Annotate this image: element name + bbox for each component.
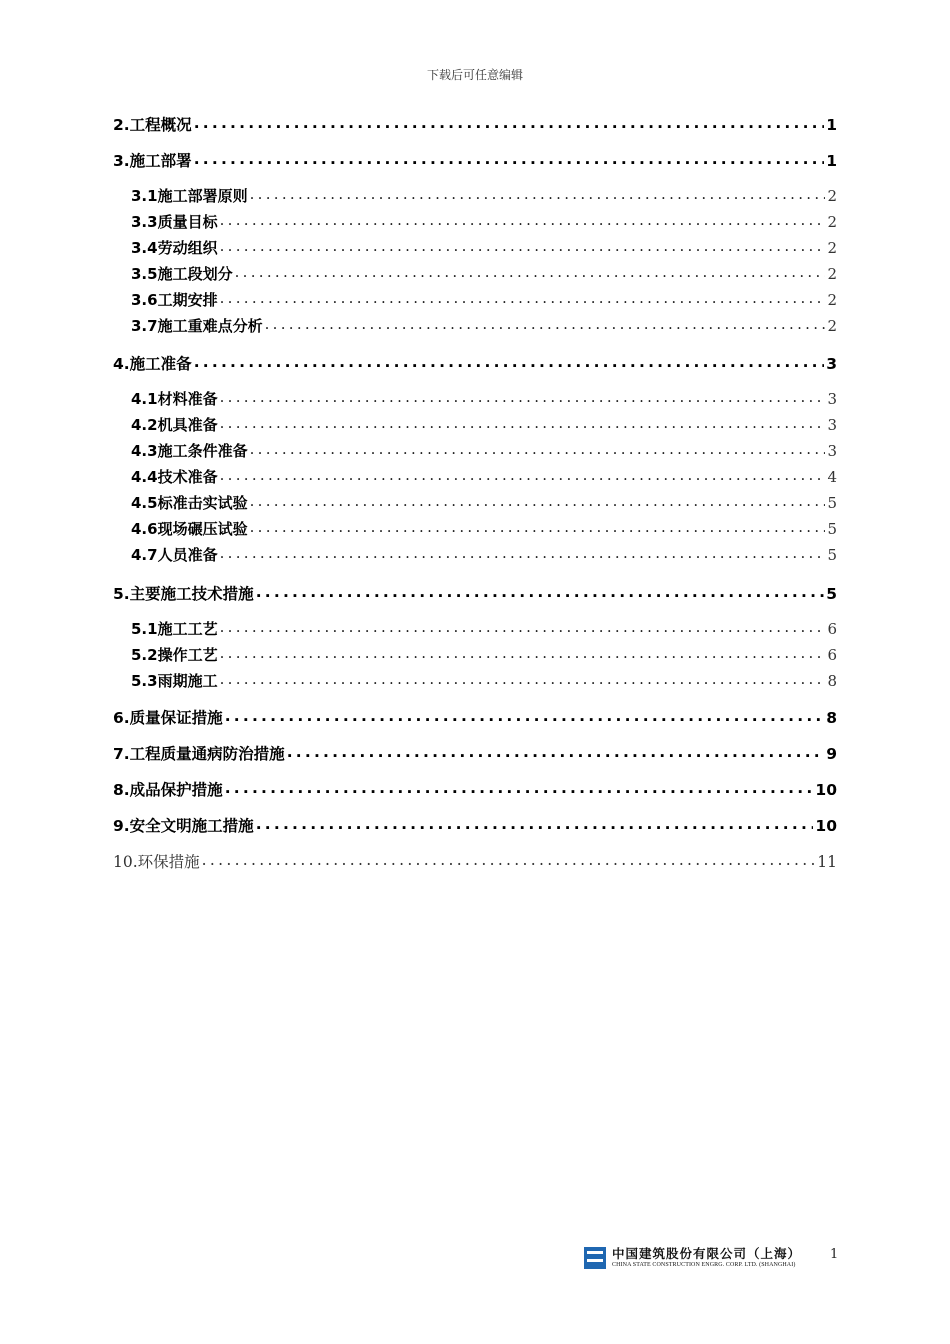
toc-entry[interactable] <box>113 440 837 461</box>
toc-page-number: 10 <box>815 781 837 799</box>
toc-page-number: 6 <box>827 646 837 664</box>
toc-page-number: 1 <box>826 152 837 170</box>
toc-entry[interactable] <box>113 263 837 284</box>
toc-entry-label: 3.6工期安排 <box>131 291 218 309</box>
toc-entry-label: 7.工程质量通病防治措施 <box>113 745 285 763</box>
toc-entry[interactable] <box>113 814 837 836</box>
toc-entry[interactable] <box>113 492 837 513</box>
toc-entry[interactable] <box>113 850 837 872</box>
toc-entry[interactable] <box>113 149 837 171</box>
company-name-en: CHINA STATE CONSTRUCTION ENGRG. CORP. LTD. (SHANGHAI) <box>612 1262 796 1268</box>
toc-page-number: 5 <box>827 546 837 564</box>
toc-page-number: 6 <box>827 620 837 638</box>
toc-entry[interactable] <box>113 544 837 565</box>
toc-entry[interactable] <box>113 315 837 336</box>
page-header: 下载后可任意编辑 <box>426 68 523 82</box>
toc-entry-label: 3.施工部署 <box>113 152 192 170</box>
toc-entry[interactable] <box>113 644 837 665</box>
toc-entry[interactable] <box>113 414 837 435</box>
toc-page-number: 8 <box>827 672 837 690</box>
toc-leader-dots <box>194 115 825 131</box>
cscec-logo-icon <box>584 1247 606 1269</box>
toc-entry-label: 5.1施工工艺 <box>131 620 218 638</box>
toc-entry-label: 3.4劳动组织 <box>131 239 218 257</box>
toc-page-number: 2 <box>827 213 837 231</box>
company-name-block <box>612 1247 801 1269</box>
toc-page-number: 1 <box>826 116 837 134</box>
toc-entry[interactable] <box>113 706 837 728</box>
toc-leader-dots <box>256 584 825 600</box>
company-logo <box>584 1247 801 1269</box>
toc-entry[interactable] <box>113 289 837 310</box>
toc-entry[interactable] <box>113 237 837 258</box>
toc-entry-label: 5.2操作工艺 <box>131 646 218 664</box>
toc-leader-dots <box>225 780 814 796</box>
toc-entry[interactable] <box>113 518 837 539</box>
toc-leader-dots <box>194 354 825 370</box>
toc-entry-label: 5.主要施工技术措施 <box>113 585 254 603</box>
toc-entry-label: 4.4技术准备 <box>131 468 218 486</box>
toc-entry[interactable] <box>113 670 837 691</box>
toc-entry[interactable] <box>113 618 837 639</box>
toc-page-number: 5 <box>827 494 837 512</box>
toc-entry[interactable] <box>113 388 837 409</box>
toc-entry[interactable] <box>113 352 837 374</box>
toc-leader-dots <box>250 493 826 508</box>
toc-leader-dots <box>250 186 826 201</box>
toc-leader-dots <box>220 212 826 227</box>
toc-page-number: 2 <box>827 187 837 205</box>
toc-entry-label: 4.施工准备 <box>113 355 192 373</box>
toc-leader-dots <box>202 852 816 868</box>
toc-leader-dots <box>220 238 826 253</box>
toc-entry-label: 4.2机具准备 <box>131 416 218 434</box>
toc-page-number: 2 <box>827 317 837 335</box>
toc-page-number: 2 <box>827 239 837 257</box>
toc-leader-dots <box>220 545 826 560</box>
toc-leader-dots <box>194 151 825 167</box>
toc-page-number: 3 <box>827 416 837 434</box>
toc-entry-label: 8.成品保护措施 <box>113 781 223 799</box>
toc-entry[interactable] <box>113 185 837 206</box>
toc-page-number: 4 <box>827 468 837 486</box>
toc-page-number: 5 <box>826 585 837 603</box>
toc-page-number: 8 <box>826 709 837 727</box>
toc-page-number: 9 <box>826 745 837 763</box>
toc-page-number: 2 <box>827 265 837 283</box>
toc-entry-label: 6.质量保证措施 <box>113 709 223 727</box>
toc-entry-label: 3.7施工重难点分析 <box>131 317 263 335</box>
toc-entry[interactable] <box>113 778 837 800</box>
toc-entry-label: 10.环保措施 <box>113 853 200 871</box>
toc-leader-dots <box>220 467 826 482</box>
toc-page-number: 3 <box>827 390 837 408</box>
toc-entry-label: 3.1施工部署原则 <box>131 187 248 205</box>
toc-entry-label: 5.3雨期施工 <box>131 672 218 690</box>
toc-entry[interactable] <box>113 466 837 487</box>
toc-leader-dots <box>220 619 826 634</box>
toc-entry[interactable] <box>113 113 837 135</box>
toc-entry[interactable] <box>113 742 837 764</box>
toc-entry-label: 4.5标准击实试验 <box>131 494 248 512</box>
toc-leader-dots <box>220 645 826 660</box>
toc-page-number: 3 <box>827 442 837 460</box>
toc-entry-label: 9.安全文明施工措施 <box>113 817 254 835</box>
toc-leader-dots <box>265 316 826 331</box>
toc-entry-label: 3.3质量目标 <box>131 213 218 231</box>
toc-page-number: 2 <box>827 291 837 309</box>
toc-leader-dots <box>220 389 826 404</box>
toc-entry-label: 4.7人员准备 <box>131 546 218 564</box>
toc-leader-dots <box>220 290 826 305</box>
toc-leader-dots <box>235 264 826 279</box>
toc-leader-dots <box>220 415 826 430</box>
toc-entry-label: 3.5施工段划分 <box>131 265 233 283</box>
toc-leader-dots <box>256 816 814 832</box>
toc-leader-dots <box>220 671 826 686</box>
toc-entry[interactable] <box>113 211 837 232</box>
company-name-cn: 中国建筑股份有限公司（上海） <box>612 1246 802 1261</box>
toc-page-number: 3 <box>826 355 837 373</box>
toc-leader-dots <box>250 519 826 534</box>
toc-leader-dots <box>225 708 825 724</box>
toc-entry-label: 2.工程概况 <box>113 116 192 134</box>
toc-page-number: 5 <box>827 520 837 538</box>
toc-leader-dots <box>250 441 826 456</box>
toc-entry-label: 4.1材料准备 <box>131 390 218 408</box>
toc-entry-label: 4.3施工条件准备 <box>131 442 248 460</box>
toc-entry[interactable] <box>113 582 837 604</box>
toc-page-number: 11 <box>817 853 837 871</box>
toc-leader-dots <box>287 744 825 760</box>
toc-entry-label: 4.6现场碾压试验 <box>131 520 248 538</box>
page-number: 1 <box>830 1247 839 1262</box>
toc-page-number: 10 <box>815 817 837 835</box>
